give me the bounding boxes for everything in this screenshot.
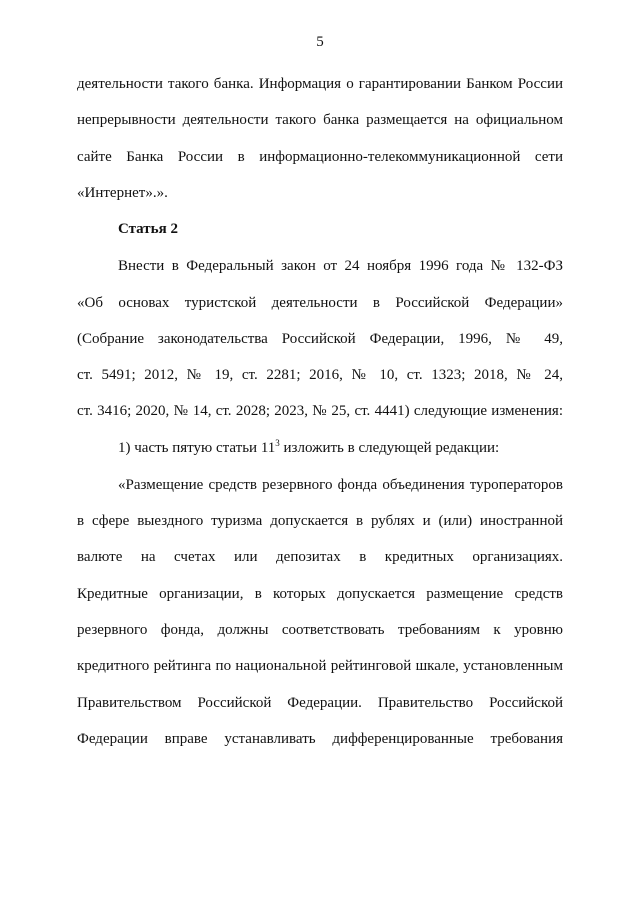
paragraph-line: «Об основах туристской деятельности в Российской Федерации» — [77, 295, 563, 311]
paragraph-line: непрерывности деятельности такого банка размещается на официальном — [77, 112, 563, 128]
paragraph-line: кредитного рейтинга по национальной рейтинговой шкале, установленным — [77, 658, 563, 674]
paragraph-line: ст. 3416; 2020, № 14, ст. 2028; 2023, № 25, ст. 4441) следующие изменения: — [77, 403, 563, 419]
paragraph-line: «Интернет».». — [77, 185, 168, 201]
paragraph-line: сайте Банка России в информационно-телекоммуникационной сети — [77, 149, 563, 165]
paragraph-line: Кредитные организации, в которых допускается размещение средств — [77, 586, 563, 602]
superscript: 3 — [275, 438, 280, 448]
paragraph-line: Правительством Российской Федерации. Правительство Российской — [77, 695, 563, 711]
paragraph-line: ст. 5491; 2012, № 19, ст. 2281; 2016, № 10, ст. 1323; 2018, № 24, — [77, 367, 563, 383]
paragraph-line: резервного фонда, должны соответствовать требованиям к уровню — [77, 622, 563, 638]
list-item-text: изложить в следующей редакции: — [279, 440, 500, 456]
paragraph-line: в сфере выездного туризма допускается в рублях и (или) иностранной — [77, 513, 563, 529]
list-item — [118, 439, 499, 457]
paragraph-line: Федерации вправе устанавливать дифференцированные требования — [77, 731, 563, 747]
paragraph-line: (Собрание законодательства Российской Федерации, 1996, № 49, — [77, 331, 563, 347]
page-number: 5 — [316, 34, 324, 50]
list-item-text: 1) часть пятую статьи 11 — [118, 440, 276, 456]
paragraph-line: «Размещение средств резервного фонда объединения туроператоров — [118, 477, 563, 493]
article-heading: Статья 2 — [118, 221, 178, 237]
paragraph-line: валюте на счетах или депозитах в кредитных организациях. — [77, 549, 563, 565]
paragraph-line: деятельности такого банка. Информация о гарантировании Банком России — [77, 76, 563, 92]
paragraph-line: Внести в Федеральный закон от 24 ноября 1996 года № 132-ФЗ — [118, 258, 563, 274]
